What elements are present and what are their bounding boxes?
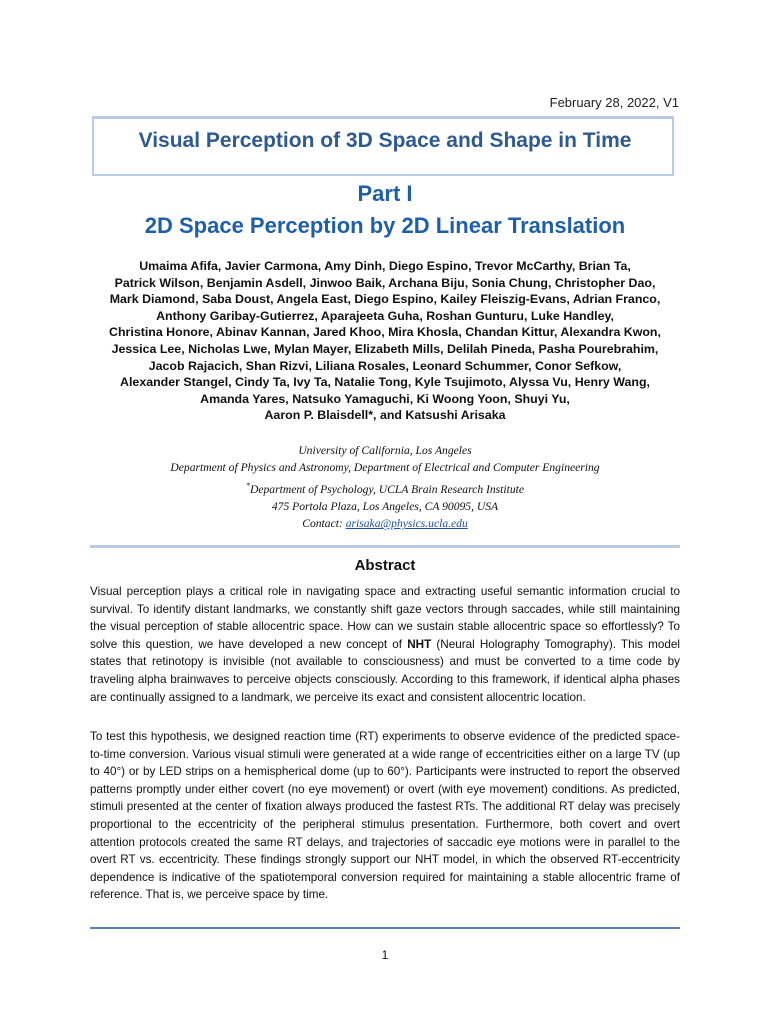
abstract-paragraph-2: To test this hypothesis, we designed reaction time (RT) experiments to observe evidence of the predicted space-to-time conversion. Various visual stimuli were generated at a wide range of eccentricities either on a large TV (up to 40°) or by LED strips on a hemispherical dome (up to 60°). Participants were instructed to report the observed patterns promptly under either covert (no eye movement) or overt (with eye movement) conditions. As predicted, stimuli presented at the center of fixation always produced the fastest RTs. The additional RT delay was precisely proportional to the eccentricity of the peripheral stimulus presentation. Furthermore, both covert and overt attention protocols created the same RT delays, and trajectories of saccadic eye motions were in parallel to the overt RT vs. eccentricity. These findings strongly support our NHT model, in which the observed RT-eccentricity dependence is indicative of the spatiotemporal conversion required for maintaining a stable allocentric frame of reference. That is, we perceive space by time.: [90, 730, 680, 902]
psych-department-text: Department of Psychology, UCLA Brain Research Institute: [249, 482, 525, 496]
subtitle-block: [0, 178, 770, 242]
footnote-star: *: [245, 480, 250, 490]
author-line: Aaron P. Blaisdell*, and Katsushi Arisaka: [264, 408, 506, 423]
author-line: Umaima Afifa, Javier Carmona, Amy Dinh, Diego Espino, Trevor McCarthy, Brian Ta,: [139, 259, 631, 273]
university: University of California, Los Angeles: [298, 444, 472, 457]
author-line: Alexander Stangel, Cindy Ta, Ivy Ta, Natalie Tong, Kyle Tsujimoto, Alyssa Vu, Henry Wang,: [120, 375, 650, 390]
author-list: [90, 258, 680, 424]
psych-department: [0, 477, 770, 498]
author-line: Patrick Wilson, Benjamin Asdell, Jinwoo Baik, Archana Biju, Sonia Chung, Christopher Dao,: [114, 275, 656, 290]
department: Department of Physics and Astronomy, Department of Electrical and Computer Engineering: [170, 461, 600, 475]
author-line: Jacob Rajacich, Shan Rizvi, Liliana Rosales, Leonard Schummer, Conor Sefkow,: [148, 358, 622, 373]
affiliations: [0, 442, 770, 533]
p1-text-a: Visual perception plays a critical role in navigating space and extracting useful semantic information crucial to survival. To identify distant landmarks, we constantly shift gaze vectors through saccades, while still maintaining the visual perception of stable allocentric space. How can we sustain stable allocentric space so effortlessly? To solve this question, we have developed a new concept of: [90, 585, 680, 651]
part-title: 2D Space Perception by 2D Linear Translation: [144, 213, 626, 238]
section-divider-top: [90, 545, 680, 548]
abstract-heading: Abstract: [354, 557, 416, 574]
document-date: February 28, 2022, V1: [549, 95, 679, 110]
author-line: Anthony Garibay-Gutierrez, Aparajeeta Guha, Roshan Gunturu, Luke Handley,: [156, 308, 614, 323]
abstract-paragraph-1: [90, 583, 680, 706]
contact-line: [0, 515, 770, 532]
section-divider-bottom: [90, 927, 680, 929]
contact-email-link[interactable]: arisaka@physics.ucla.edu: [345, 517, 468, 531]
author-line: Amanda Yares, Natsuko Yamaguchi, Ki Woong Yoon, Shuyi Yu,: [200, 391, 570, 406]
part-label: Part I: [357, 181, 413, 206]
author-line: Jessica Lee, Nicholas Lwe, Mylan Mayer, Elizabeth Mills, Delilah Pineda, Pasha Pourebrahim,: [111, 341, 659, 356]
p1-text-b: (Neural Holography Tomography). This model states that retinotopy is invisible (not available to consciousness) and must be converted to a time code by traveling alpha brainwaves to perceive objects consciously. According to this framework, if identical alpha phases are continually assigned to a landmark, we perceive its exact and consistent allocentric location.: [90, 637, 680, 704]
contact-label: Contact:: [302, 517, 346, 531]
author-line: Christina Honore, Abinav Kannan, Jared Khoo, Mira Khosla, Chandan Kittur, Alexandra Kwon,: [109, 325, 661, 340]
address: 475 Portola Plaza, Los Angeles, CA 90095, USA: [271, 500, 499, 514]
page-number: 1: [381, 948, 389, 962]
paper-title: Visual Perception of 3D Space and Shape in Time: [138, 129, 632, 152]
author-line: Mark Diamond, Saba Doust, Angela East, Diego Espino, Kailey Fleiszig-Evans, Adrian Franco,: [109, 292, 661, 307]
p1-bold: NHT: [407, 637, 432, 651]
